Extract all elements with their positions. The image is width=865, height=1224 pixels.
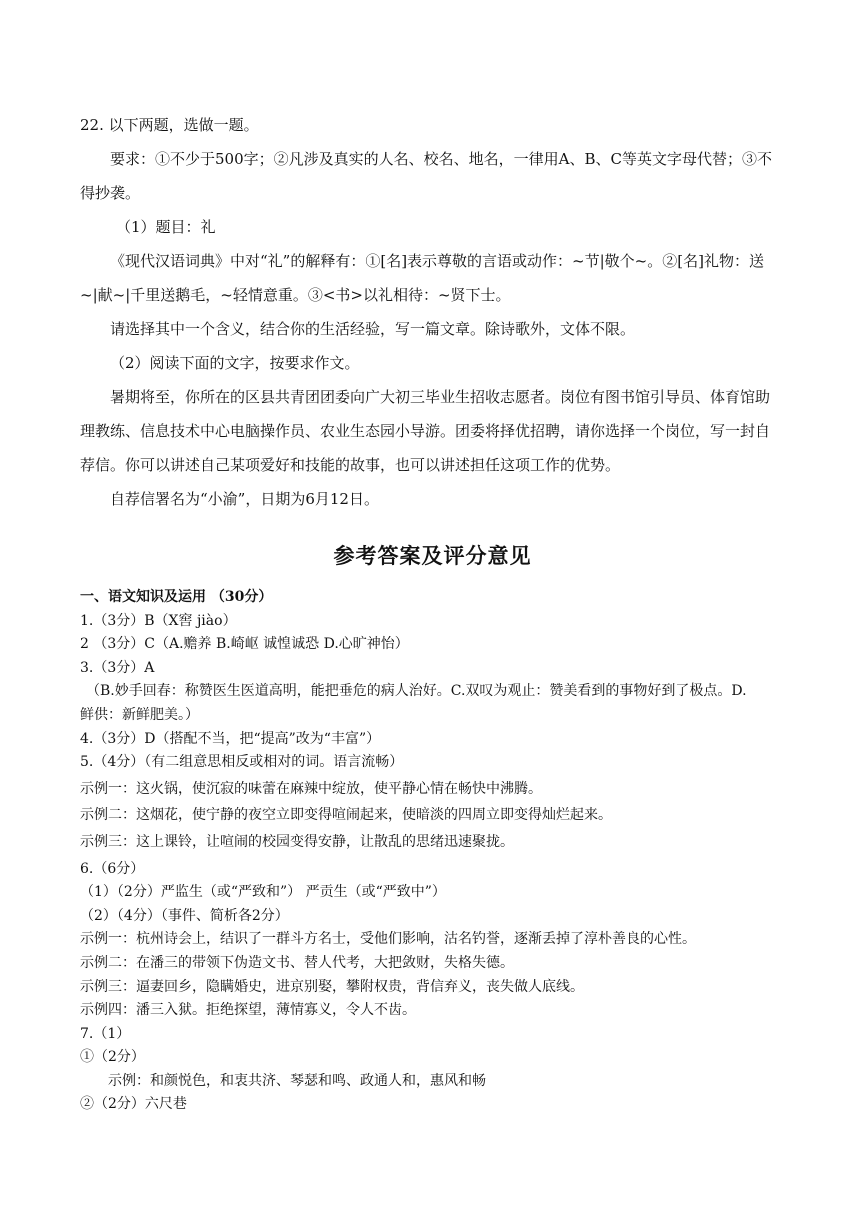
answer-line: 2 （3分）C（A.赡养 B.崎岖 诚惶诚恐 D.心旷神怡） bbox=[80, 636, 409, 653]
q22-context-cont: 理教练、信息技术中心电脑操作员、农业生态园小导游。团委将择优招聘，请你选择一个岗位，写一封自 bbox=[80, 422, 771, 440]
answer-line: （2）（4分）（事件、简析各2分） bbox=[80, 907, 289, 924]
q22-signature-note: 自荐信署名为“小渝”，日期为6月12日。 bbox=[110, 490, 379, 508]
answer-line: 7.（1） bbox=[80, 1025, 131, 1042]
answer-line: 示例：和颜悦色，和衷共济、琴瑟和鸣、政通人和，惠风和畅 bbox=[108, 1072, 486, 1089]
answer-line: 示例二：在潘三的带领下伪造文书、替人代考，大把敛财，失格失德。 bbox=[80, 954, 514, 971]
answers-title: 参考答案及评分意见 bbox=[333, 543, 532, 568]
answer-line: 4.（3分）D（搭配不当，把“提高”改为“丰富”） bbox=[80, 730, 381, 747]
answer-line: 示例三：逼妻回乡，隐瞒婚史，进京别娶，攀附权贵，背信弃义，丧失做人底线。 bbox=[80, 978, 584, 995]
section-heading: 一、语文知识及运用 （30分） bbox=[80, 589, 273, 605]
q22-topic-1: （1）题目：礼 bbox=[116, 218, 216, 236]
answer-line: 示例三：这上课铃，让喧闹的校园变得安静，让散乱的思绪迅速聚拢。 bbox=[80, 833, 514, 850]
q22-heading: 22. 以下两题，选做一题。 bbox=[80, 116, 259, 134]
answer-line: 示例一：杭州诗会上，结识了一群斗方名士，受他们影响，沽名钓誉，逐渐丢掉了淳朴善良的心性。 bbox=[80, 931, 696, 948]
q22-requirements: 要求：①不少于500字；②凡涉及真实的人名、校名、地名，一律用A、B、C等英文字母代替；③不 bbox=[110, 150, 772, 168]
q22-context: 暑期将至，你所在的区县共青团团委向广大初三毕业生招收志愿者。岗位有图书馆引导员、体育馆助 bbox=[110, 388, 771, 406]
answer-line: 示例二：这烟花，使宁静的夜空立即变得喧闹起来，使暗淡的四周立即变得灿烂起来。 bbox=[80, 807, 612, 824]
q22-dictionary-def-cont: ~|献~|千里送鹅毛，~轻情意重。③<书>以礼相待：~贤下士。 bbox=[80, 286, 511, 304]
answer-line: （B.妙手回春：称赞医生医道高明，能把垂危的病人治好。C.双叹为观止：赞美看到的事物好到了极点。D. bbox=[86, 683, 747, 700]
q22-requirements-cont: 得抄袭。 bbox=[80, 184, 141, 202]
answer-line: 示例一：这火锅，使沉寂的味蕾在麻辣中绽放，使平静心情在畅快中沸腾。 bbox=[80, 780, 542, 797]
answer-line: 示例四：潘三入狱。拒绝探望，薄情寡义，令人不齿。 bbox=[80, 1002, 416, 1019]
answer-line: 5.（4分）（有二组意思相反或相对的词。语言流畅） bbox=[80, 754, 404, 771]
question-22 bbox=[80, 108, 785, 516]
answer-line: 6.（6分） bbox=[80, 860, 145, 877]
answer-line: 3.（3分）A bbox=[80, 659, 155, 676]
q22-context-cont2: 荐信。你可以讲述自己某项爱好和技能的故事，也可以讲述担任这项工作的优势。 bbox=[80, 456, 621, 474]
answer-line: 鲜供：新鲜肥美。） bbox=[80, 706, 199, 723]
answer-line: （1）（2分）严监生（或“严致和”） 严贡生（或“严致中”） bbox=[80, 884, 446, 901]
answer-line: ①（2分） bbox=[80, 1049, 145, 1066]
q22-instruction: 请选择其中一个含义，结合你的生活经验，写一篇文章。除诗歌外，文体不限。 bbox=[110, 320, 636, 338]
answer-key bbox=[80, 586, 792, 1117]
q22-topic-2: （2）阅读下面的文字，按要求作文。 bbox=[110, 354, 360, 372]
answer-line: ②（2分）六尺巷 bbox=[80, 1096, 187, 1113]
answer-line: 1.（3分）B（X窖 jiào） bbox=[80, 612, 237, 629]
q22-dictionary-def: 《现代汉语词典》中对“礼”的解释有：①[名]表示尊敬的言语或动作：~节|敬个~。②[名]礼物：送 bbox=[110, 252, 764, 270]
